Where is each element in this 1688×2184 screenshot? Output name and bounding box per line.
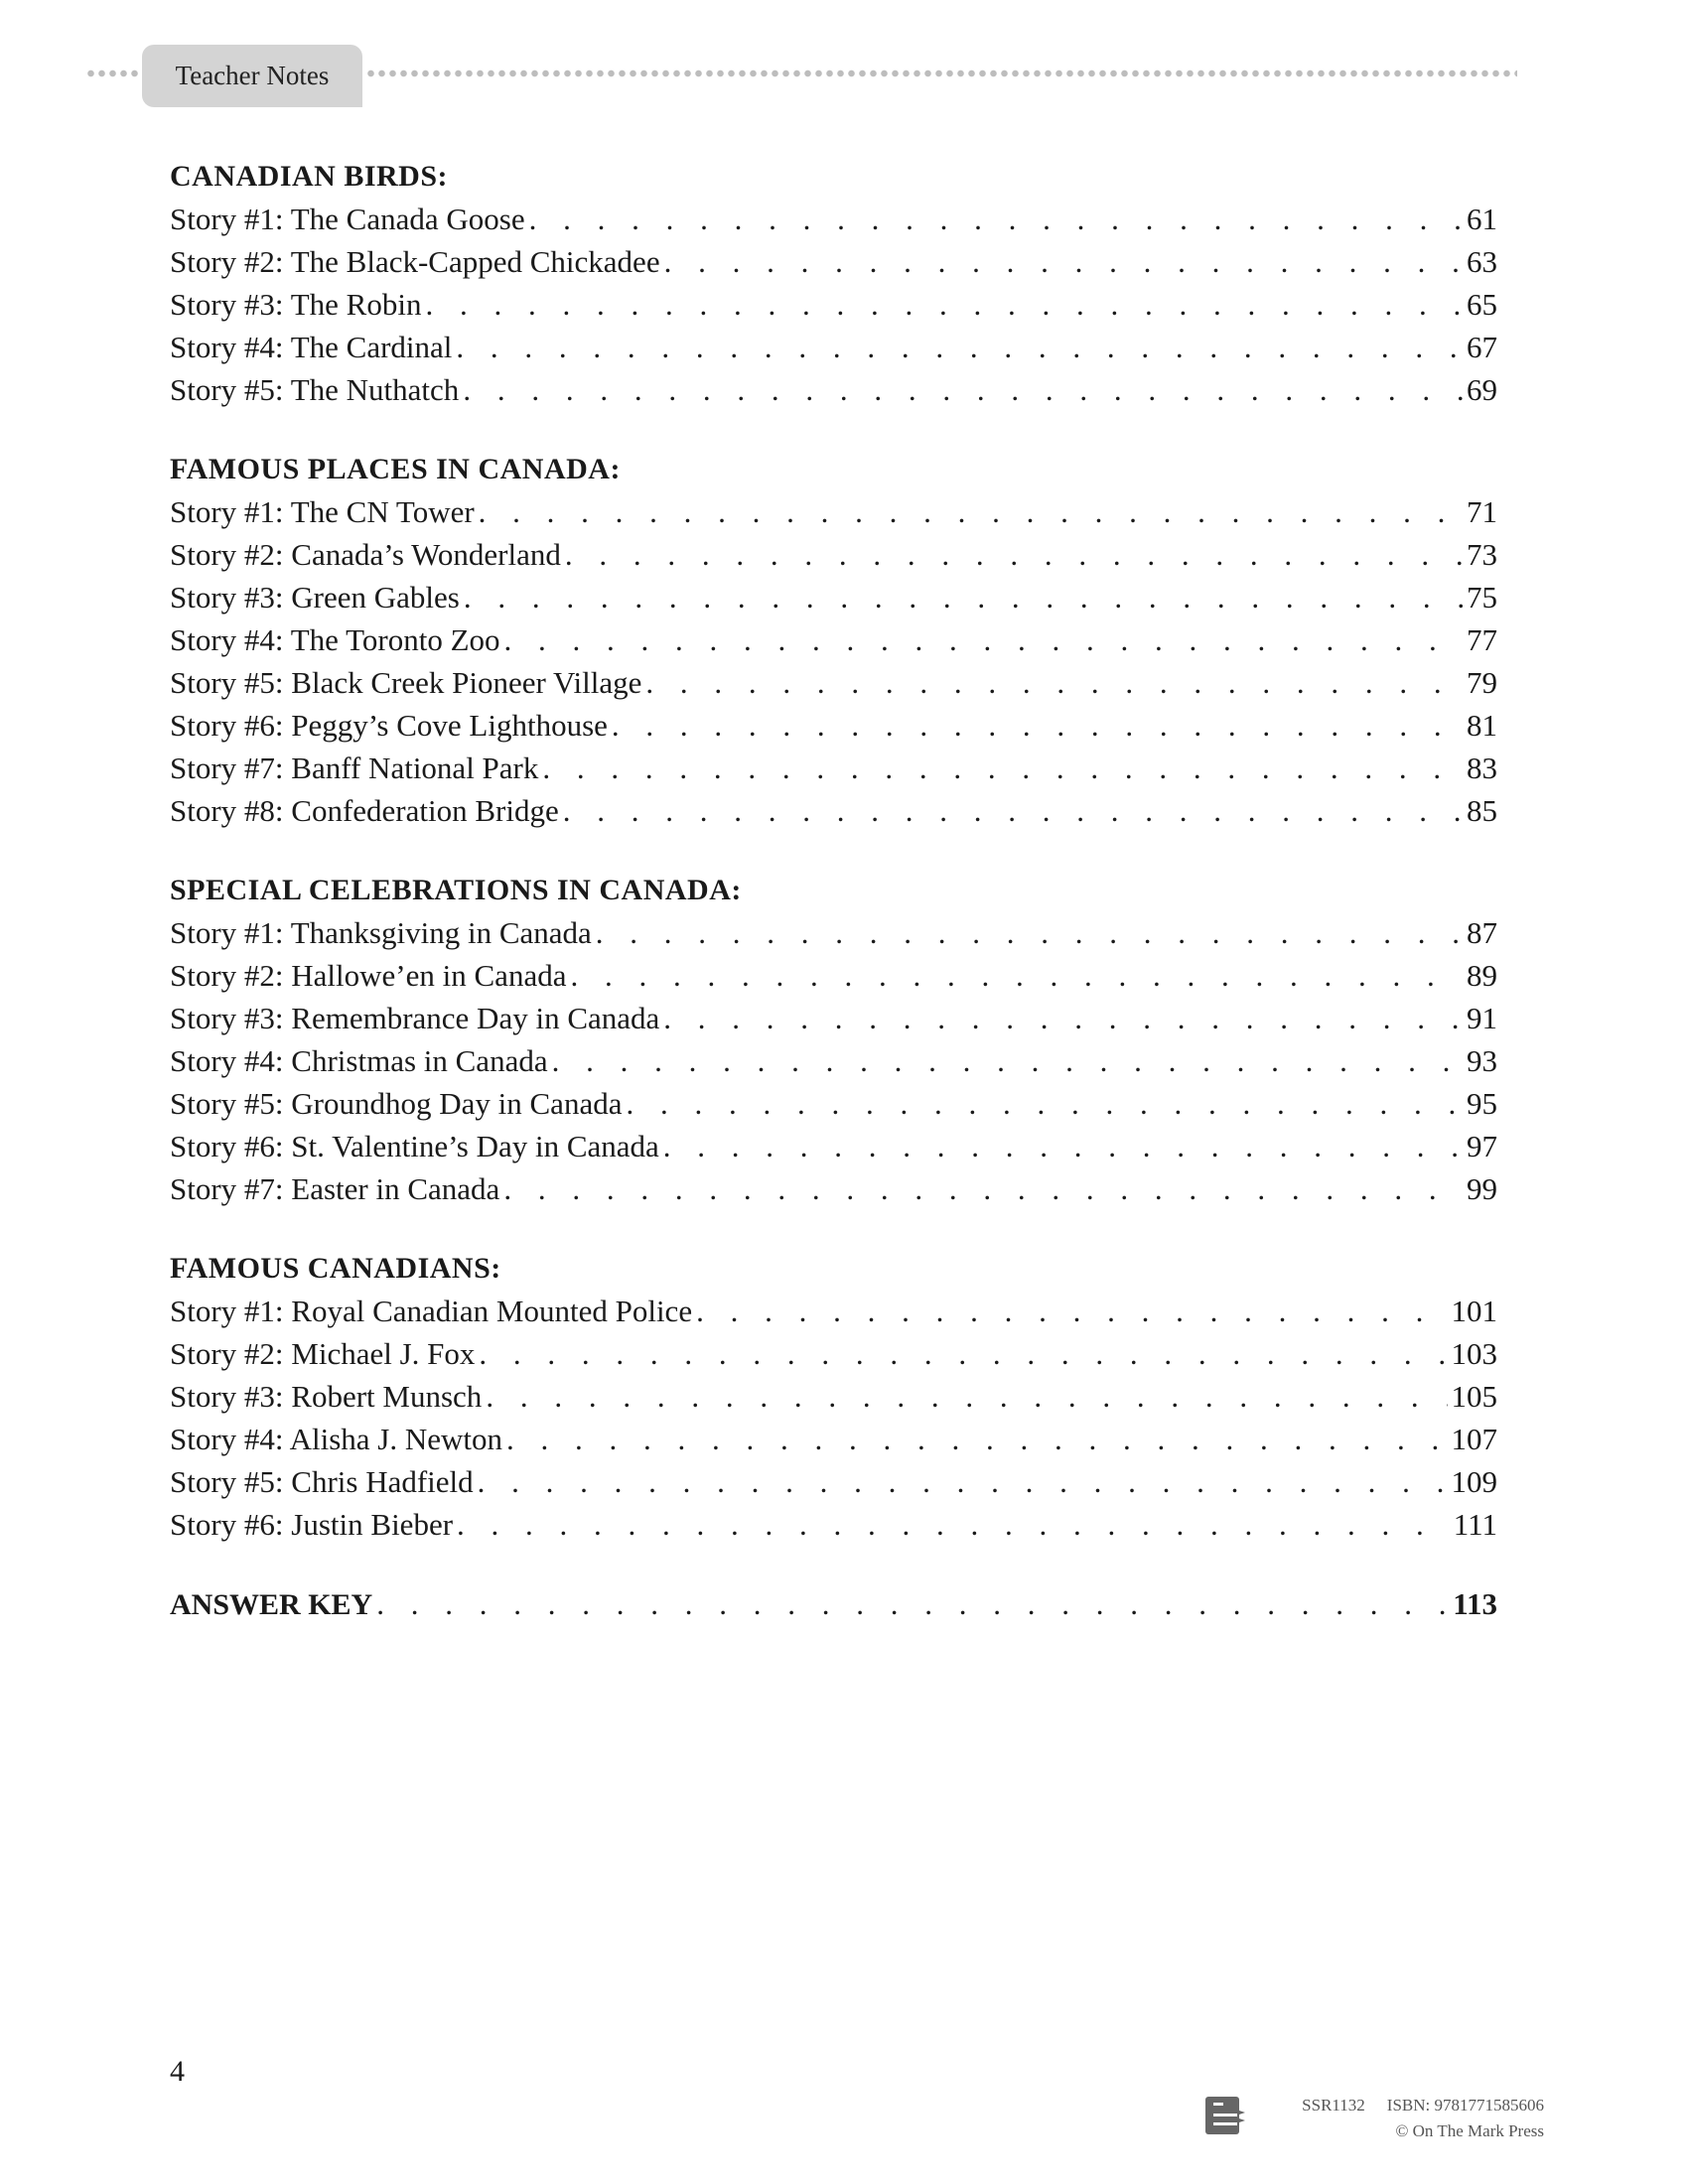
toc-entry [170,1375,1497,1418]
entry-title: Story #3: The Robin [170,287,422,322]
entry-page: 97 [1467,1129,1497,1163]
leader-dots [645,661,1463,704]
leader-dots [376,1582,1449,1625]
entry-title: Story #5: Groundhog Day in Canada [170,1086,623,1121]
leader-dots [663,997,1463,1039]
toc-entry [170,704,1497,747]
leader-dots [464,576,1463,618]
product-code: SSR1132 [1302,2096,1365,2115]
entry-title: Story #1: Thanksgiving in Canada [170,915,592,950]
toc-section [170,448,1497,832]
toc-entry-answer-key [170,1582,1497,1626]
toc-entry [170,576,1497,618]
entry-page: 75 [1467,580,1497,614]
toc-entry [170,911,1497,954]
entry-page: 113 [1453,1586,1497,1621]
toc-entry [170,490,1497,533]
entry-page: 111 [1453,1507,1497,1542]
toc-entry [170,789,1497,832]
entry-title: Story #4: Alisha J. Newton [170,1422,502,1456]
toc-entry [170,1332,1497,1375]
toc-entry [170,954,1497,997]
toc-entry [170,1503,1497,1546]
leader-dots [663,1125,1463,1167]
entry-title: Story #2: Canada’s Wonderland [170,537,561,572]
entry-title: Story #4: The Toronto Zoo [170,622,500,657]
leader-dots [570,954,1463,997]
leader-dots [552,1039,1463,1082]
page-number: 4 [170,2055,185,2088]
entry-page: 77 [1467,622,1497,657]
toc-entry [170,747,1497,789]
leader-dots [463,368,1463,411]
entry-title: Story #3: Robert Munsch [170,1379,483,1414]
leader-dots [626,1082,1463,1125]
entry-title: Story #1: The CN Tower [170,494,475,529]
section-heading: FAMOUS PLACES IN CANADA: [170,453,621,485]
toc-entry [170,618,1497,661]
leader-dots [456,326,1463,368]
toc-entry [170,368,1497,411]
entry-page: 61 [1467,202,1497,236]
leader-dots [664,240,1463,283]
toc-entry [170,240,1497,283]
entry-title: Story #1: The Canada Goose [170,202,525,236]
toc-entry [170,1125,1497,1167]
entry-title: Story #2: Hallowe’en in Canada [170,958,567,993]
entry-page: 73 [1467,537,1497,572]
leader-dots [486,1375,1447,1418]
leader-dots [503,1167,1463,1210]
entry-page: 83 [1467,751,1497,785]
table-of-contents [170,155,1497,1626]
entry-title: Story #3: Green Gables [170,580,460,614]
toc-section [170,869,1497,1210]
leader-dots [425,283,1463,326]
leader-dots [563,789,1463,832]
entry-page: 87 [1467,915,1497,950]
leader-dots [479,1332,1447,1375]
toc-entry [170,283,1497,326]
entry-page: 107 [1451,1422,1497,1456]
isbn: ISBN: 9781771585606 [1386,2096,1544,2115]
toc-entry [170,198,1497,240]
entry-title: Story #3: Remembrance Day in Canada [170,1001,660,1035]
entry-page: 105 [1451,1379,1497,1414]
toc-entry [170,533,1497,576]
header-dotted-rule-right [365,69,1517,77]
leader-dots [457,1503,1450,1546]
leader-dots [504,618,1463,661]
leader-dots [478,1460,1448,1503]
copyright: © On The Mark Press [1395,2121,1544,2140]
entry-title: Story #6: St. Valentine’s Day in Canada [170,1129,659,1163]
entry-title: Story #2: The Black-Capped Chickadee [170,244,660,279]
toc-section [170,155,1497,411]
header-tab [142,45,362,107]
toc-entry [170,326,1497,368]
entry-page: 67 [1467,330,1497,364]
toc-entry [170,1418,1497,1460]
footer-info [1302,2093,1544,2144]
entry-page: 79 [1467,665,1497,700]
entry-page: 65 [1467,287,1497,322]
entry-page: 93 [1467,1043,1497,1078]
section-heading: CANADIAN BIRDS: [170,160,449,193]
entry-title: Story #7: Easter in Canada [170,1171,500,1206]
entry-page: 101 [1451,1294,1497,1328]
entry-title: Story #5: Chris Hadfield [170,1464,474,1499]
entry-page: 99 [1467,1171,1497,1206]
header-tab-label: Teacher Notes [175,61,330,90]
entry-title: ANSWER KEY [170,1588,373,1621]
book-icon [1205,2097,1247,2139]
entry-title: Story #8: Confederation Bridge [170,793,559,828]
leader-dots [542,747,1463,789]
toc-entry [170,661,1497,704]
entry-title: Story #6: Peggy’s Cove Lighthouse [170,708,608,743]
entry-page: 85 [1467,793,1497,828]
entry-page: 95 [1467,1086,1497,1121]
entry-title: Story #5: Black Creek Pioneer Village [170,665,642,700]
toc-entry [170,1039,1497,1082]
toc-entry [170,1460,1497,1503]
entry-page: 109 [1451,1464,1497,1499]
toc-entry [170,997,1497,1039]
entry-title: Story #2: Michael J. Fox [170,1336,476,1371]
leader-dots [612,704,1463,747]
entry-title: Story #7: Banff National Park [170,751,539,785]
section-heading: SPECIAL CELEBRATIONS IN CANADA: [170,874,742,906]
leader-dots [696,1290,1447,1332]
entry-page: 71 [1467,494,1497,529]
entry-title: Story #5: The Nuthatch [170,372,460,407]
toc-entry [170,1082,1497,1125]
leader-dots [529,198,1463,240]
entry-page: 91 [1467,1001,1497,1035]
toc-entry [170,1167,1497,1210]
entry-page: 69 [1467,372,1497,407]
header-dotted-rule-left [85,69,145,77]
entry-page: 89 [1467,958,1497,993]
toc-section [170,1247,1497,1546]
entry-page: 103 [1451,1336,1497,1371]
leader-dots [506,1418,1448,1460]
leader-dots [565,533,1463,576]
entry-title: Story #4: The Cardinal [170,330,453,364]
entry-page: 81 [1467,708,1497,743]
entry-title: Story #6: Justin Bieber [170,1507,454,1542]
entry-title: Story #4: Christmas in Canada [170,1043,548,1078]
entry-page: 63 [1467,244,1497,279]
entry-title: Story #1: Royal Canadian Mounted Police [170,1294,693,1328]
leader-dots [596,911,1463,954]
leader-dots [479,490,1463,533]
toc-entry [170,1290,1497,1332]
section-heading: FAMOUS CANADIANS: [170,1252,501,1285]
